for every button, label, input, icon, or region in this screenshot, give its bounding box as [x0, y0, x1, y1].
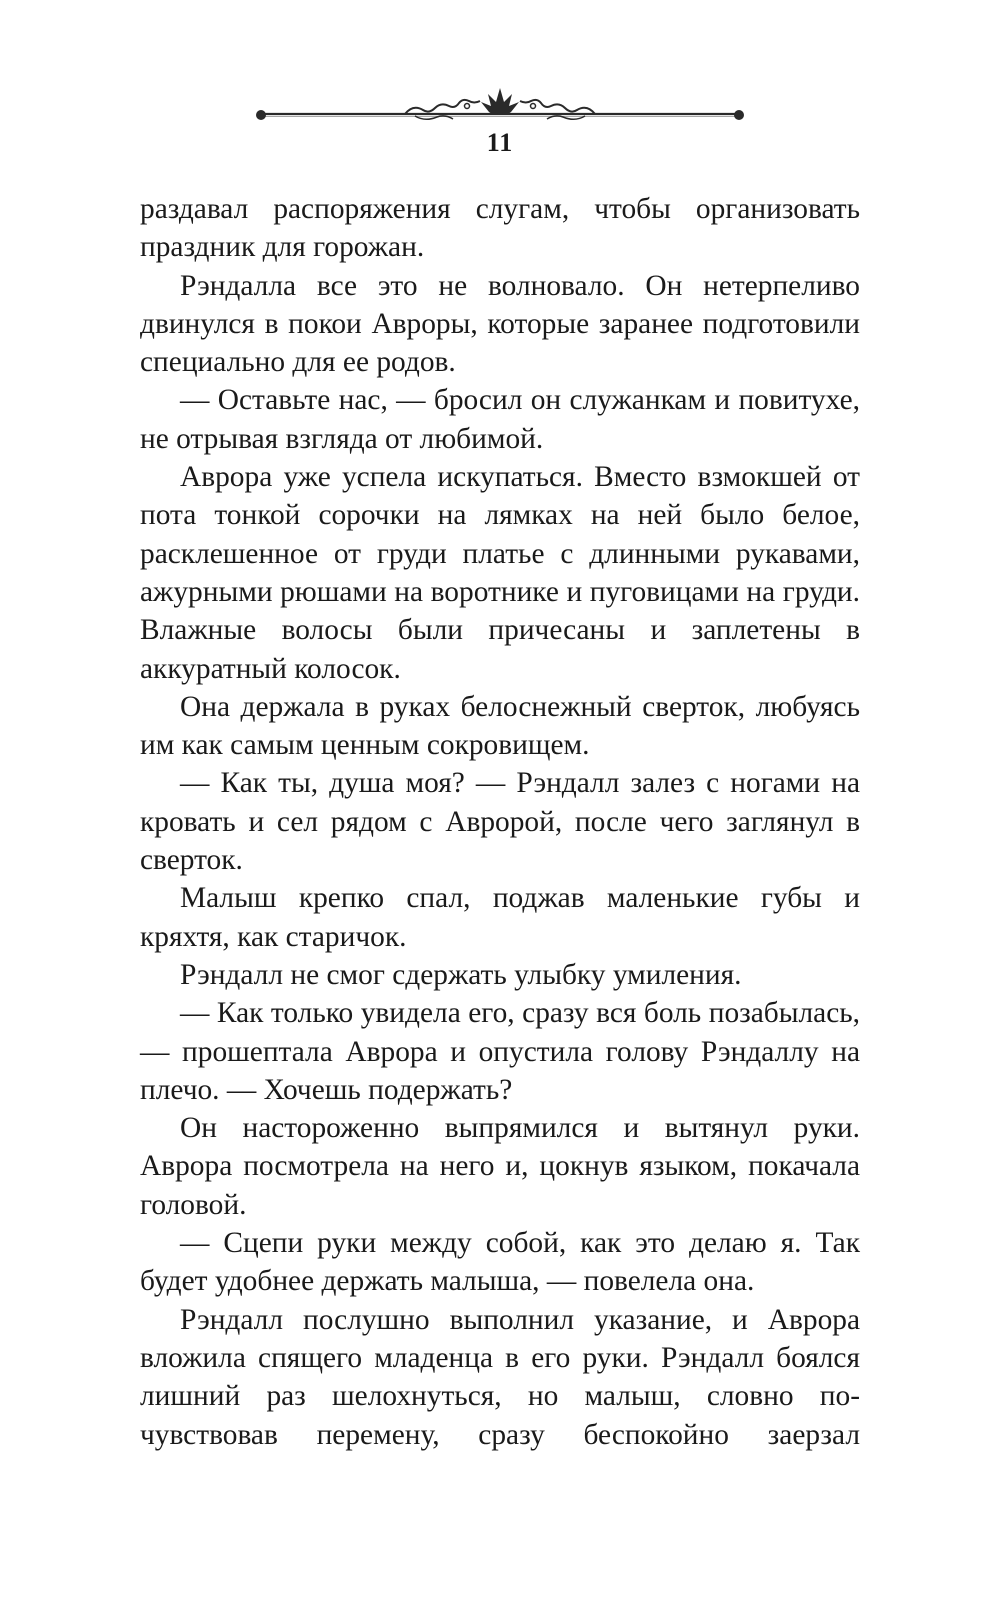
paragraph: — Оставьте нас, — бросил он служанкам и повитухе, не отрывая взгляда от любимой.	[140, 384, 860, 455]
paragraph: Рэндалл не смог сдержать улыбку умиления.	[180, 958, 742, 991]
paragraph: Она держала в руках белоснежный сверток, любуясь им как самым ценным сокровищем.	[140, 690, 860, 762]
paragraph: — Как ты, душа моя? — Рэндалл залез с ногами на кровать и сел рядом с Авророй, после чего заглянул в сверток.	[140, 767, 860, 877]
paragraph: Рэндалл послушно выполнил указание, и Аврора вложила спящего младенца в его руки. Рэндалл боялся лишний раз шелохнуться, но малыш, словно почувствовав перемену, сразу беспокойно заерзал	[140, 1303, 860, 1451]
paragraph: — Сцепи руки между собой, как это делаю я. Так будет удобнее держать малыша, — повелела она.	[140, 1227, 860, 1298]
paragraph: раздавал распоряжения слугам, чтобы организовать праздник для горожан.	[140, 193, 860, 264]
paragraph: Малыш крепко спал, поджав маленькие губы и кряхтя, как старичок.	[140, 882, 860, 953]
body-text	[140, 190, 860, 1454]
paragraph: Аврора уже успела искупаться. Вместо взмокшей от пота тонкой сорочки на лямках на ней было белое, расклешенное от груди платье с длинными рукавами, ажурными рюшами на воротнике и пуговицами на груди. Влажные волосы были причесаны и заплетены в аккуратный колосок.	[140, 461, 860, 685]
paragraph: — Как только увидела его, сразу вся боль позабылась, — прошептала Аврора и опустила голову Рэндаллу на плечо. — Хочешь подержать?	[140, 997, 860, 1106]
page-number: 11	[486, 128, 514, 157]
paragraph: Он настороженно выпрямился и вытянул руки. Аврора посмотрела на него и, цокнув языком, покачала головой.	[140, 1112, 860, 1221]
paragraph: Рэндалла все это не волновало. Он нетерпеливо двинулся в покои Авроры, которые заранее подготовили специально для ее родов.	[140, 269, 860, 379]
